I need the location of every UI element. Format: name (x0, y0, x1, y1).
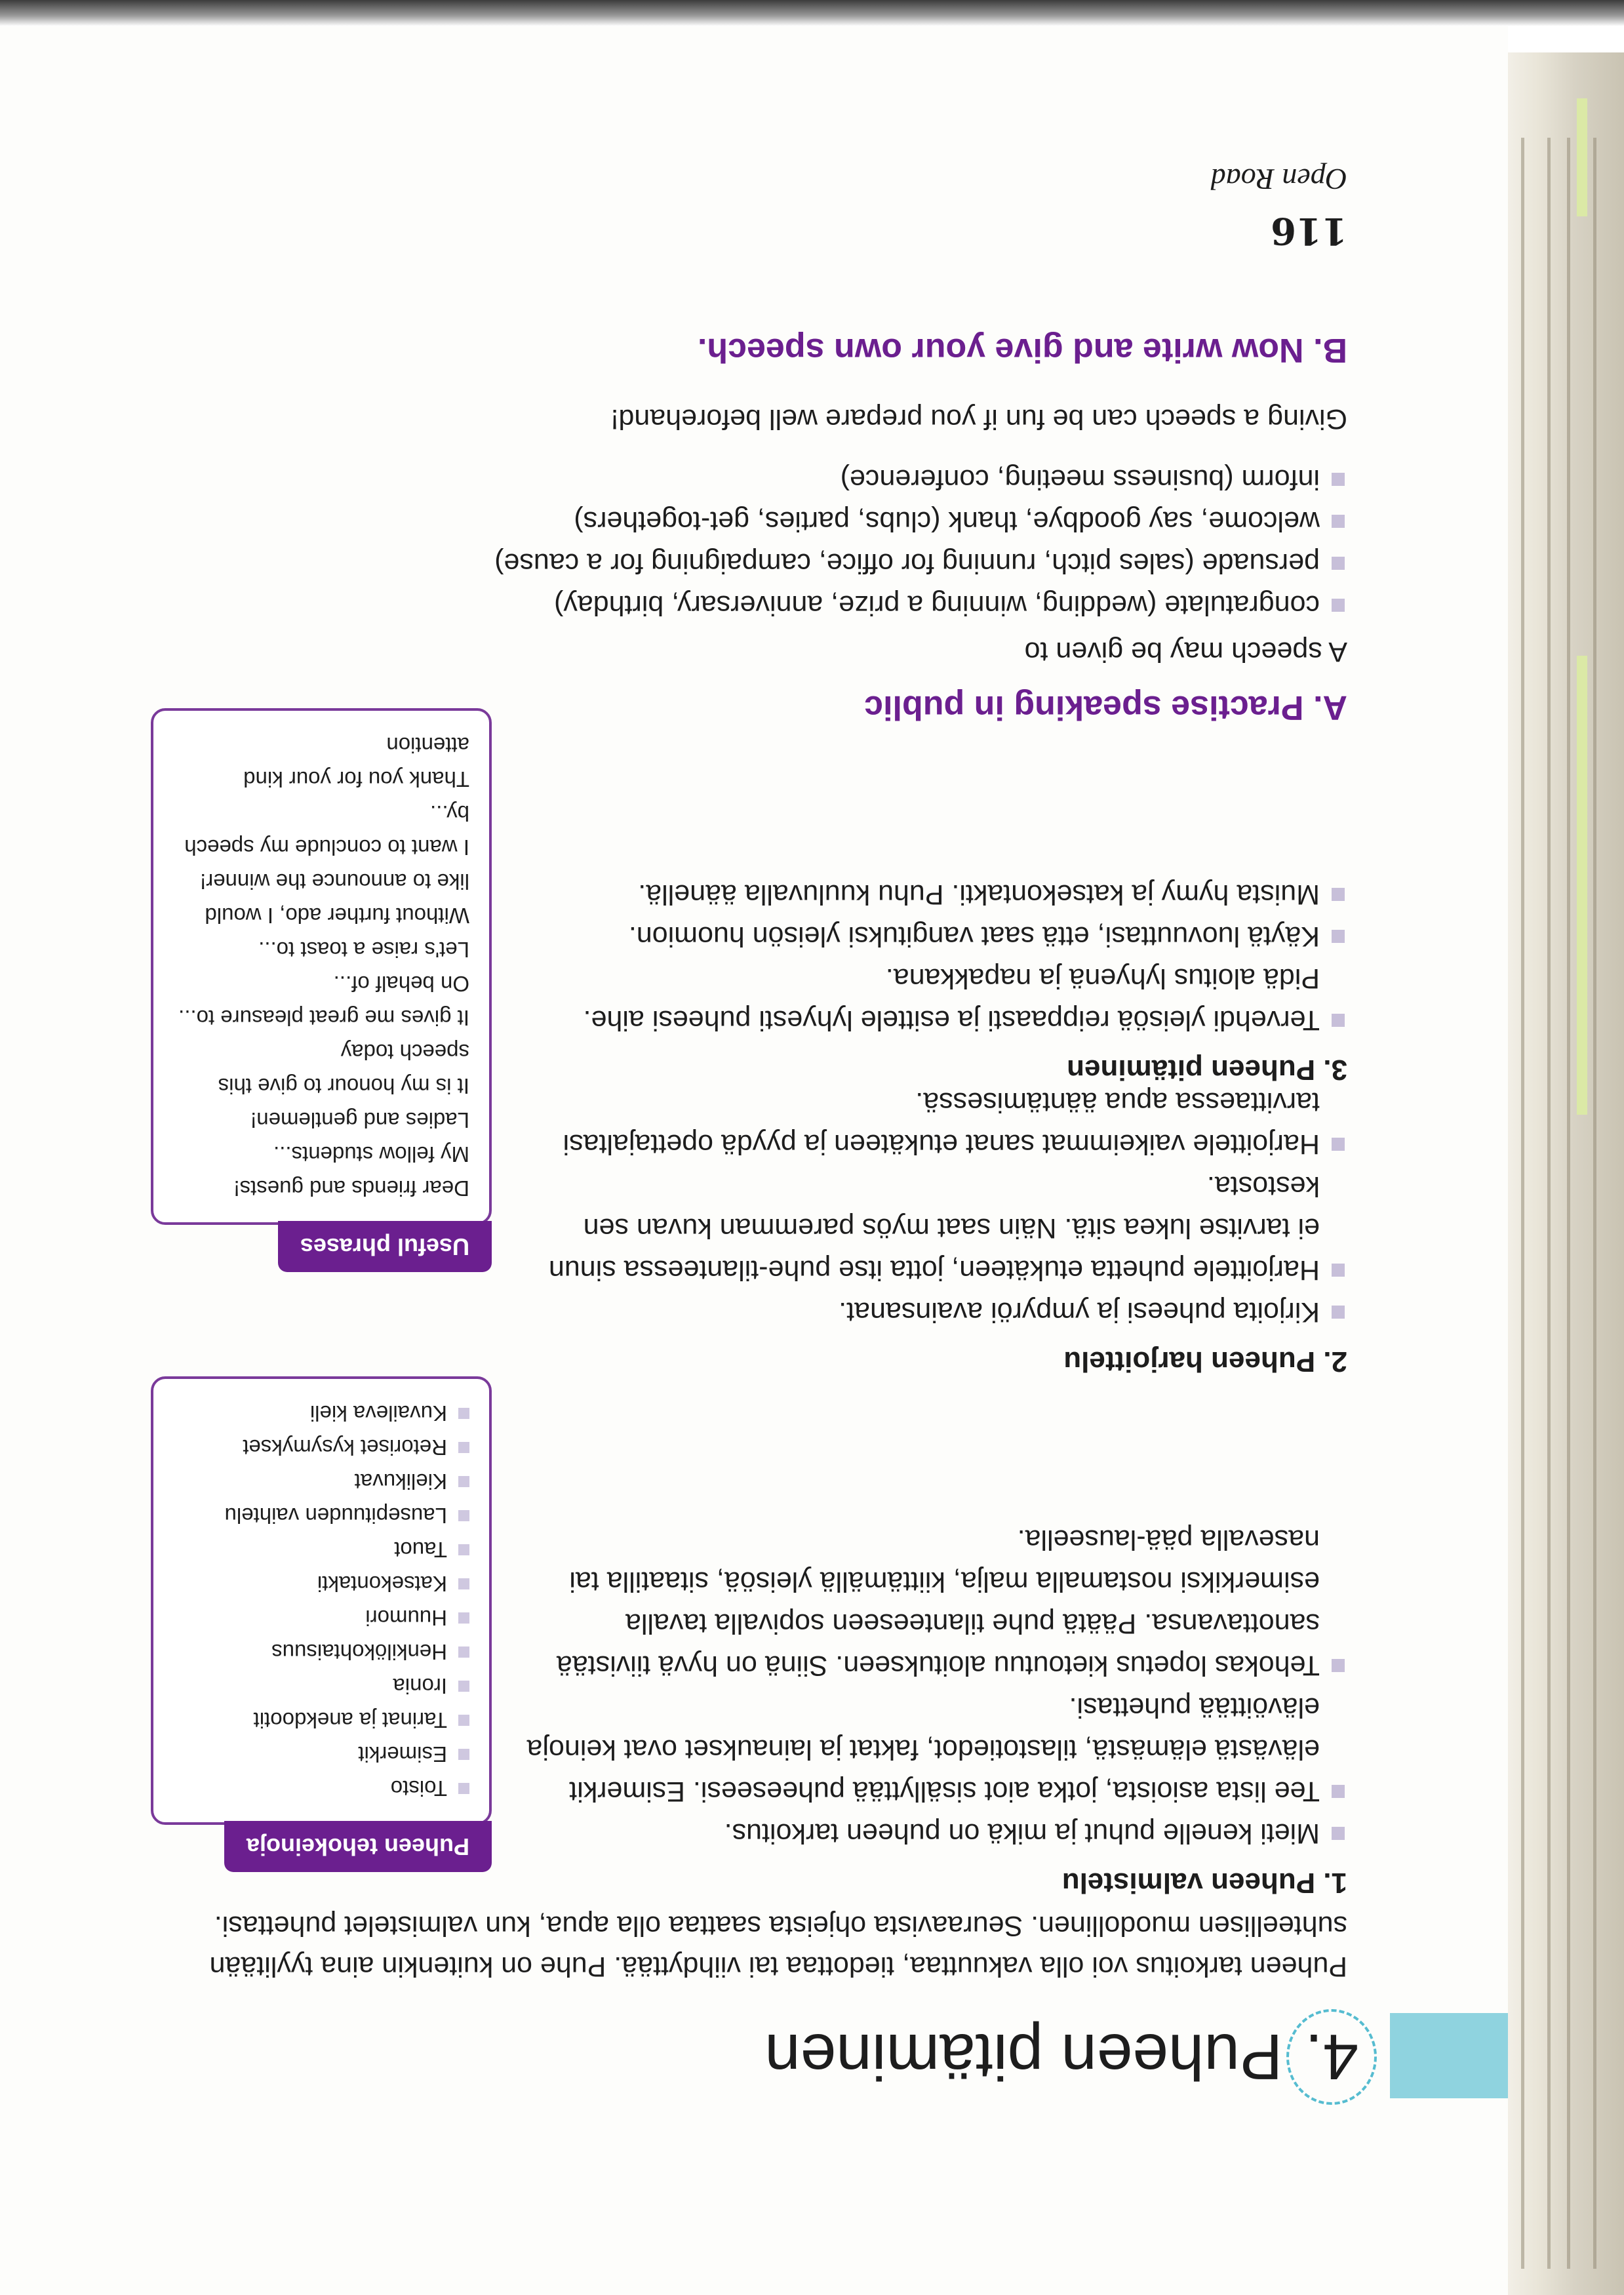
phrase-item: My fellow students... (273, 1142, 469, 1167)
section-list (521, 1081, 1347, 1333)
bullet-square-icon (1332, 1785, 1345, 1798)
bullet-square-icon (458, 1476, 469, 1487)
list-item: Huumori (173, 1601, 469, 1635)
exercise-a-list (102, 458, 1347, 626)
bullet-square-icon (458, 1681, 469, 1692)
list-item: congratulate (wedding, winning a prize, anniversary, birthday) (102, 584, 1347, 626)
section-heading: 1. Puheen valmistelu (1061, 1867, 1347, 1899)
list-item: Käytä luovuuttasi, että saat vangituksi yleisön huomion. (521, 915, 1347, 957)
page-edge-line (1593, 138, 1596, 2269)
bullet-square-icon (458, 1749, 469, 1760)
tips-box (151, 1376, 492, 1872)
bullet-square-icon (458, 1783, 469, 1794)
list-item: Lausepituuden vaihtelu (173, 1498, 469, 1532)
bullet-square-icon (1332, 515, 1345, 528)
page-content-rotated (0, 26, 1508, 2295)
list-item: Kuvaileva kieli (173, 1396, 469, 1430)
bullet-square-icon (458, 1408, 469, 1419)
list-item: Retoriset kysymykset (173, 1430, 469, 1464)
phrase-item: It gives me great pleasure to... (178, 1006, 469, 1030)
list-item: Muista hymy ja katsekontakti. Puhu kuuluvalla äänellä. (521, 873, 1347, 915)
section-list (521, 873, 1347, 1041)
scanner-edge (0, 0, 1624, 26)
phrase-item: Let's raise a toast to... (258, 938, 469, 962)
page-edge-line (1521, 138, 1524, 2269)
bullet-square-icon (1332, 1014, 1345, 1027)
section-practice (521, 1081, 1347, 1380)
bullet-square-icon (1332, 888, 1345, 901)
bullet-square-icon (1332, 473, 1345, 486)
list-item: inform (business meeting, conference) (102, 458, 1347, 500)
tips-box-body (151, 1376, 492, 1825)
bullet-square-icon (1332, 557, 1345, 570)
list-item: Tarinat ja anekdootit (173, 1703, 469, 1737)
section-list (521, 1519, 1347, 1854)
phrases-box (151, 708, 492, 1272)
bullet-square-icon (1332, 1306, 1345, 1319)
list-item: Harjoittele puhetta etukäteen, jotta itse puhe-tilanteessa sinun ei tarvitse lukea sitä. Näin saat myös paremman kuvan sen kestosta. (521, 1165, 1347, 1291)
phrase-item: Dear friends and guests! (233, 1176, 469, 1201)
intro-paragraph: Puheen tarkoitus voi olla vakuuttaa, tiedottaa tai viihdyttää. Puhe on kuitenkin aina tyylitään suhteellisen muodollinen. Seuraavista ohjeista saattaa olla apua, kun valmistelet puhettasi. (209, 1910, 1347, 1982)
phrase-item: Ladies and gentlemen! (250, 1108, 469, 1132)
exercise-a-heading: A. Practise speaking in public (864, 688, 1347, 727)
section-preparation (521, 1519, 1347, 1902)
bullet-square-icon (458, 1442, 469, 1453)
bullet-square-icon (1332, 1264, 1345, 1277)
list-item: Tehokas lopetus kietoutuu aloitukseen. Siinä on hyvä tiivistää sanottavansa. Päätä puhe tilanteeseen sopivalla tavalla esimerkiksi nostamalla malja, kiittämällä yleisöä, sitaatilla tai nasevalla pää-lauseella. (521, 1519, 1347, 1686)
page-edge-line (1547, 138, 1551, 2269)
sticky-tab (1577, 656, 1587, 1115)
chapter-name: Puheen pitäminen (764, 2021, 1283, 2093)
exercise-a-closing: Giving a speech can be fun if you prepare well beforehand! (610, 403, 1347, 435)
phrase-item: I want to conclude my speech by... (184, 801, 469, 860)
phrase-item: On behalf of... (333, 972, 469, 996)
section-heading: 2. Puheen harjoittelu (1063, 1346, 1347, 1378)
bullet-square-icon (1332, 1659, 1345, 1672)
list-item: Ironia (173, 1669, 469, 1703)
list-item: Tauot (173, 1532, 469, 1567)
list-item: Kirjoita puheesi ja ympyröi avainsanat. (521, 1291, 1347, 1333)
list-item: persuade (sales pitch, running for office, campaigning for a cause) (102, 542, 1347, 584)
list-item: Mieti kenelle puhut ja mikä on puheen tarkoitus. (521, 1812, 1347, 1854)
list-item: Tee lista asioista, jotka aiot sisällyttää puheeseesi. Esimerkit elävästä elämästä, tilastotiedot, faktat ja lainaukset ovat keinoja elävöittää puhettasi. (521, 1686, 1347, 1812)
book-page (0, 26, 1508, 2295)
phrases-box-label: Useful phrases (278, 1221, 492, 1272)
phrase-item: Thank you for your kind attention (243, 733, 469, 791)
bullet-square-icon (1332, 599, 1345, 612)
page-number: 116 (1271, 209, 1347, 252)
list-item: Harjoittele vaikeimmat sanat etukäteen ja pyydä opettajaltasi tarvittaessa apua ääntämisessä. (521, 1081, 1347, 1165)
tips-list (173, 1396, 469, 1805)
phrases-box-body (151, 708, 492, 1225)
chapter-number: 4. (1286, 2009, 1377, 2105)
list-item: Esimerkit (173, 1737, 469, 1771)
bullet-square-icon (458, 1544, 469, 1555)
publisher-logo: Open Road (1210, 163, 1347, 196)
chapter-color-tab (1390, 2013, 1508, 2098)
list-item: Kielikuvat (173, 1464, 469, 1498)
sticky-tab (1577, 98, 1587, 216)
phrases-list (173, 728, 469, 1205)
exercise-b-heading: B. Now write and give your own speech. (697, 331, 1347, 369)
section-delivery (521, 873, 1347, 1088)
list-item: Tervehdi yleisöä reippaasti ja esittele lyhyesti puheesi aihe. Pidä aloitus lyhyenä ja napakkana. (521, 957, 1347, 1041)
bullet-square-icon (1332, 930, 1345, 943)
bullet-square-icon (1332, 1138, 1345, 1151)
bullet-square-icon (458, 1612, 469, 1624)
bullet-square-icon (458, 1646, 469, 1658)
phrase-item: Without further ado, I would like to announce the winner! (200, 869, 469, 928)
bullet-square-icon (458, 1510, 469, 1521)
book-page-edges (1501, 52, 1624, 2295)
bullet-square-icon (458, 1578, 469, 1589)
page-edge-line (1567, 138, 1570, 2269)
exercise-a-lead: A speech may be given to (1024, 636, 1347, 668)
section-heading: 3. Puheen pitäminen (1067, 1054, 1347, 1086)
tips-box-label: Puheen tehokeinoja (224, 1821, 492, 1872)
chapter-title (764, 2009, 1377, 2105)
list-item: Henkilökohtaisuus (173, 1635, 469, 1669)
list-item: welcome, say goodbye, thank (clubs, parties, get-togethers) (102, 500, 1347, 542)
bullet-square-icon (458, 1715, 469, 1726)
list-item: Toisto (173, 1771, 469, 1805)
phrase-item: It is my honour to give this speech today (218, 1040, 469, 1098)
list-item: Katsekontakti (173, 1567, 469, 1601)
bullet-square-icon (1332, 1827, 1345, 1840)
